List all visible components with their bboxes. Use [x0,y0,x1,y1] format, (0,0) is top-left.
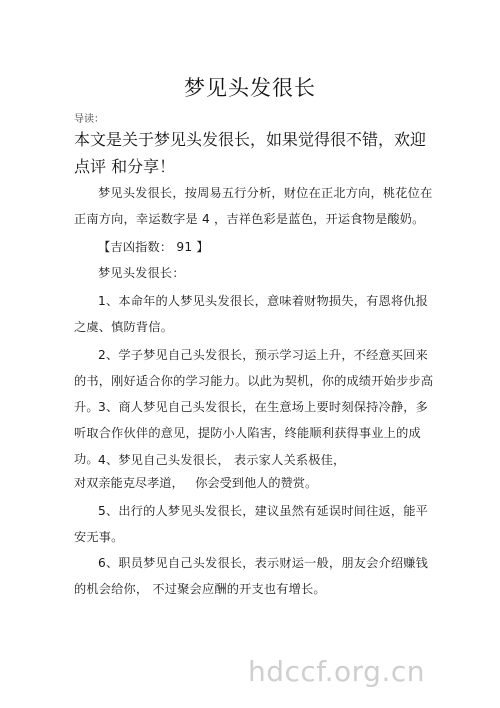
list-item: 5、出行的人梦见头发很长，建议虽然有延误时间往返，能平安无事。 [74,504,429,544]
guide-label: 导读： [74,114,104,125]
list-item: 6、职员梦见自己头发很长，表示财运一般，朋友会介绍赚钱的机会给你， 不过聚会应酬的开支也有增长。 [74,556,429,596]
intro-text: 本文是关于梦见头发很长，如果觉得很不错，欢迎点评 和分享！ [74,130,427,176]
watermark: hdccf.org.cn [248,655,425,688]
list-item: 1、本命年的人梦见头发很长，意味着财物损失，有恩将仇报之虞、慎防背信。 [74,294,429,334]
page-title: 梦见头发很长 [184,76,316,100]
list-item: 3、商人梦见自己头发很长，在生意场上要时刻保持冷静，多听取合作伙伴的意见，提防小人陷害，终能顺利获得事业上的成功。 [74,400,429,466]
summary-paragraph: 梦见头发很长，按周易五行分析，财位在正北方向，桃花位在正南方向，幸运数字是 4 ，吉祥色彩是蓝色，开运食物是酸奶。 [74,186,433,226]
subheading: 梦见头发很长： [98,266,185,280]
list-item-4-line1: 4、梦见自己头发很长， 表示家人关系极佳， [98,453,346,467]
list-item-4-line2: 对双亲能克尽孝道， 你会受到他人的赞赏。 [74,476,318,490]
list-item: 2、学子梦见自己头发很长，预示学习运上升，不经意买回来的书，刚好适合你的学习能力。以此为契机，你的成绩开始步步高升。 [74,348,434,414]
score-line: 【吉凶指数： 91 】 [98,240,209,254]
